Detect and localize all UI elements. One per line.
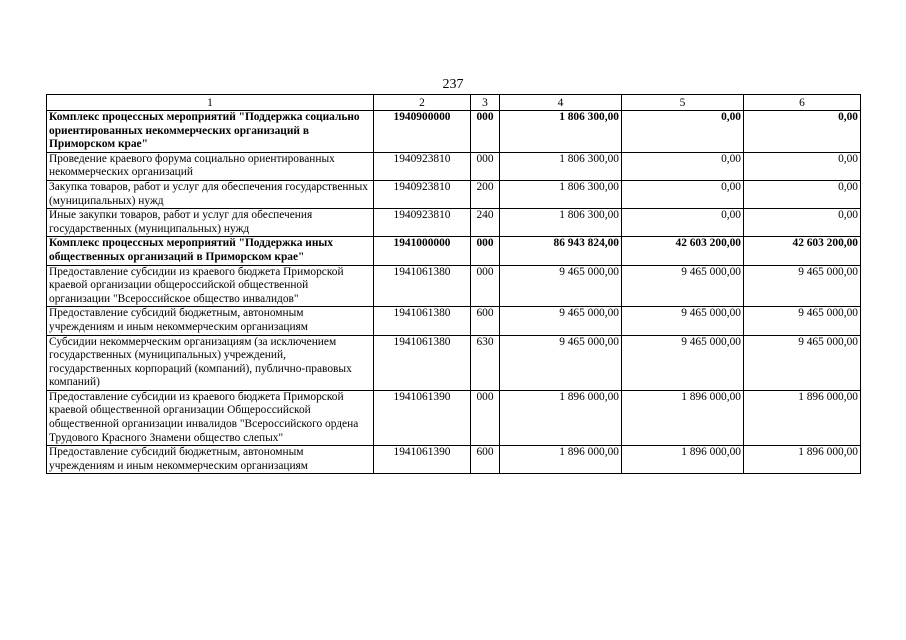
row-value-4: 1 806 300,00: [500, 152, 622, 180]
row-name: Предоставление субсидии из краевого бюджета Приморской краевой организации общероссийской общественной организации "Всероссийское общество инвалидов": [47, 265, 374, 307]
row-code: 1941061380: [374, 307, 471, 335]
row-value-5: 9 465 000,00: [622, 265, 744, 307]
row-value-5: 0,00: [622, 209, 744, 237]
row-value-5: 0,00: [622, 111, 744, 153]
row-code: 1941061380: [374, 335, 471, 390]
table-header-row: [47, 95, 861, 111]
column-header-6: 6: [744, 95, 861, 111]
row-value-4: 1 806 300,00: [500, 180, 622, 208]
row-value-5: 0,00: [622, 180, 744, 208]
row-type: 630: [471, 335, 500, 390]
row-value-4: 1 806 300,00: [500, 209, 622, 237]
row-type: 000: [471, 111, 500, 153]
row-name: Предоставление субсидий бюджетным, автономным учреждениям и иным некоммерческим организациям: [47, 307, 374, 335]
row-value-4: 9 465 000,00: [500, 335, 622, 390]
table-row: [47, 335, 861, 390]
row-code: 1941061390: [374, 390, 471, 445]
column-header-5: 5: [622, 95, 744, 111]
table-row: [47, 307, 861, 335]
row-type: 600: [471, 307, 500, 335]
row-value-6: 1 896 000,00: [744, 446, 861, 474]
row-value-5: 0,00: [622, 152, 744, 180]
row-value-4: 9 465 000,00: [500, 265, 622, 307]
row-name: Иные закупки товаров, работ и услуг для обеспечения государственных (муниципальных) нужд: [47, 209, 374, 237]
row-name: Комплекс процессных мероприятий "Поддержка иных общественных организаций в Приморском крае": [47, 237, 374, 265]
row-type: 000: [471, 152, 500, 180]
table-row: [47, 446, 861, 474]
table-row: [47, 237, 861, 265]
row-value-5: 9 465 000,00: [622, 335, 744, 390]
row-value-5: 1 896 000,00: [622, 390, 744, 445]
row-value-4: 1 896 000,00: [500, 390, 622, 445]
row-type: 000: [471, 390, 500, 445]
row-code: 1940900000: [374, 111, 471, 153]
row-code: 1941061390: [374, 446, 471, 474]
row-value-5: 9 465 000,00: [622, 307, 744, 335]
row-value-5: 42 603 200,00: [622, 237, 744, 265]
row-name: Комплекс процессных мероприятий "Поддержка социально ориентированных некоммерческих организаций в Приморском крае": [47, 111, 374, 153]
row-type: 600: [471, 446, 500, 474]
table-row: [47, 180, 861, 208]
table-row: [47, 111, 861, 153]
row-name: Субсидии некоммерческим организациям (за исключением государственных (муниципальных) учреждений, государственных корпораций (компаний), публично-правовых компаний): [47, 335, 374, 390]
row-type: 000: [471, 237, 500, 265]
row-code: 1940923810: [374, 209, 471, 237]
row-code: 1940923810: [374, 180, 471, 208]
table-row: [47, 152, 861, 180]
row-name: Проведение краевого форума социально ориентированных некоммерческих организаций: [47, 152, 374, 180]
column-header-1: 1: [47, 95, 374, 111]
column-header-4: 4: [500, 95, 622, 111]
row-value-4: 9 465 000,00: [500, 307, 622, 335]
row-value-6: 0,00: [744, 111, 861, 153]
row-type: 000: [471, 265, 500, 307]
budget-table: [46, 94, 861, 474]
row-value-6: 42 603 200,00: [744, 237, 861, 265]
row-value-4: 1 896 000,00: [500, 446, 622, 474]
row-type: 200: [471, 180, 500, 208]
row-type: 240: [471, 209, 500, 237]
row-value-6: 9 465 000,00: [744, 335, 861, 390]
row-name: Предоставление субсидии из краевого бюджета Приморской краевой общественной организации Общероссийской общественной организации инвалидов "Всероссийского ордена Трудового Красного Знамени общество слепых": [47, 390, 374, 445]
table-row: [47, 265, 861, 307]
row-code: 1941000000: [374, 237, 471, 265]
row-name: Закупка товаров, работ и услуг для обеспечения государственных (муниципальных) нужд: [47, 180, 374, 208]
row-code: 1940923810: [374, 152, 471, 180]
row-value-6: 0,00: [744, 209, 861, 237]
row-name: Предоставление субсидий бюджетным, автономным учреждениям и иным некоммерческим организациям: [47, 446, 374, 474]
row-value-6: 0,00: [744, 180, 861, 208]
table-row: [47, 390, 861, 445]
row-value-6: 1 896 000,00: [744, 390, 861, 445]
column-header-2: 2: [374, 95, 471, 111]
row-value-4: 1 806 300,00: [500, 111, 622, 153]
row-value-5: 1 896 000,00: [622, 446, 744, 474]
row-code: 1941061380: [374, 265, 471, 307]
row-value-4: 86 943 824,00: [500, 237, 622, 265]
row-value-6: 0,00: [744, 152, 861, 180]
column-header-3: 3: [471, 95, 500, 111]
page-number: 237: [442, 77, 464, 92]
table-row: [47, 209, 861, 237]
row-value-6: 9 465 000,00: [744, 307, 861, 335]
row-value-6: 9 465 000,00: [744, 265, 861, 307]
